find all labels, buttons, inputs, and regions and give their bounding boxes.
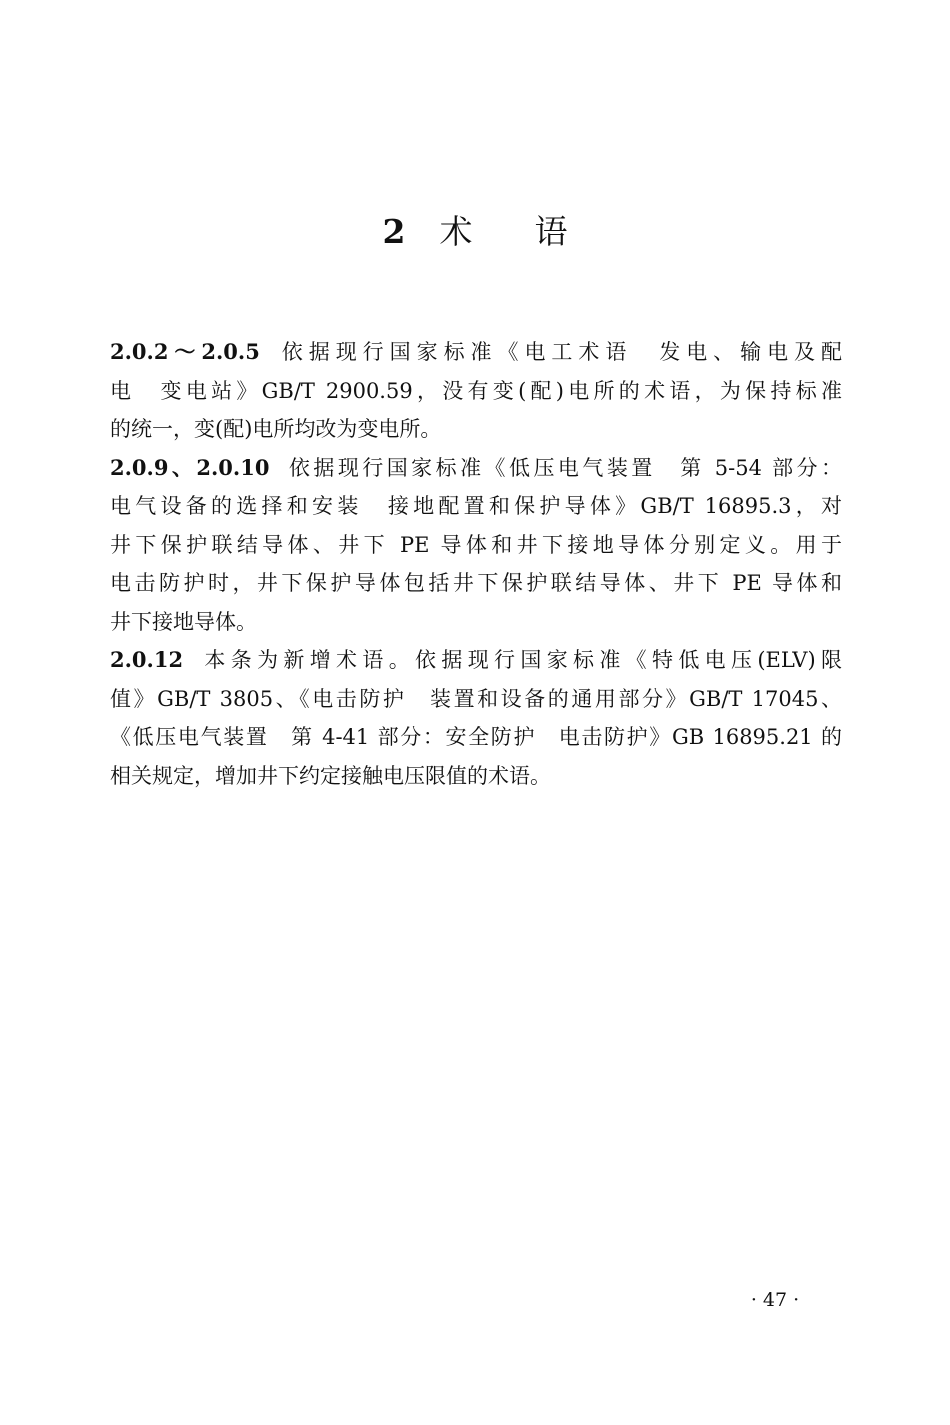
- chapter-title-word-1: 术: [439, 212, 473, 251]
- page-number: · 47 ·: [750, 1289, 800, 1311]
- paragraph-line: [110, 333, 842, 372]
- clause-number: 2.0.2～2.0.5: [110, 339, 260, 364]
- clause-number: 2.0.9、2.0.10: [110, 454, 270, 480]
- paragraph-line: [110, 449, 842, 488]
- paragraph-line-text: 本条为新增术语。依据现行国家标准《特低电压(ELV)限: [199, 648, 842, 672]
- chapter-body: [110, 333, 842, 795]
- paragraph-line: 电击防护时，井下保护导体包括井下保护联结导体、井下 PE 导体和: [110, 571, 842, 595]
- paragraph-line: 值》GB/T 3805、《电击防护 装置和设备的通用部分》GB/T 17045、: [110, 686, 842, 711]
- clause-paragraph-2-0-2: [110, 333, 842, 449]
- paragraph-line: 井下接地导体。: [110, 609, 257, 634]
- chapter-title: [0, 208, 950, 256]
- paragraph-line: 《低压电气装置 第 4-41 部分：安全防护 电击防护》GB 16895.21 的: [110, 725, 842, 749]
- chapter-title-word-2: 语: [534, 212, 568, 251]
- paragraph-line: 相关规定，增加井下约定接触电压限值的术语。: [110, 763, 551, 788]
- paragraph-line-text: 依据现行国家标准《电工术语 发电、输电及配: [275, 340, 842, 364]
- paragraph-line: 的统一，变(配)电所均改为变电所。: [110, 417, 442, 441]
- clause-paragraph-2-0-9: [110, 449, 842, 642]
- clause-number: 2.0.12: [110, 647, 184, 672]
- chapter-number: 2: [382, 212, 406, 251]
- paragraph-line: 井下保护联结导体、井下 PE 导体和井下接地导体分别定义。用于: [110, 532, 842, 557]
- paragraph-line: 电 变电站》GB/T 2900.59，没有变(配)电所的术语，为保持标准: [110, 378, 842, 403]
- paragraph-line-text: 依据现行国家标准《低压电气装置 第 5-54 部分：: [285, 455, 842, 480]
- paragraph-line: 电气设备的选择和安装 接地配置和保护导体》GB/T 16895.3，对: [110, 494, 842, 518]
- paragraph-line: [110, 641, 842, 680]
- clause-paragraph-2-0-12: [110, 641, 842, 795]
